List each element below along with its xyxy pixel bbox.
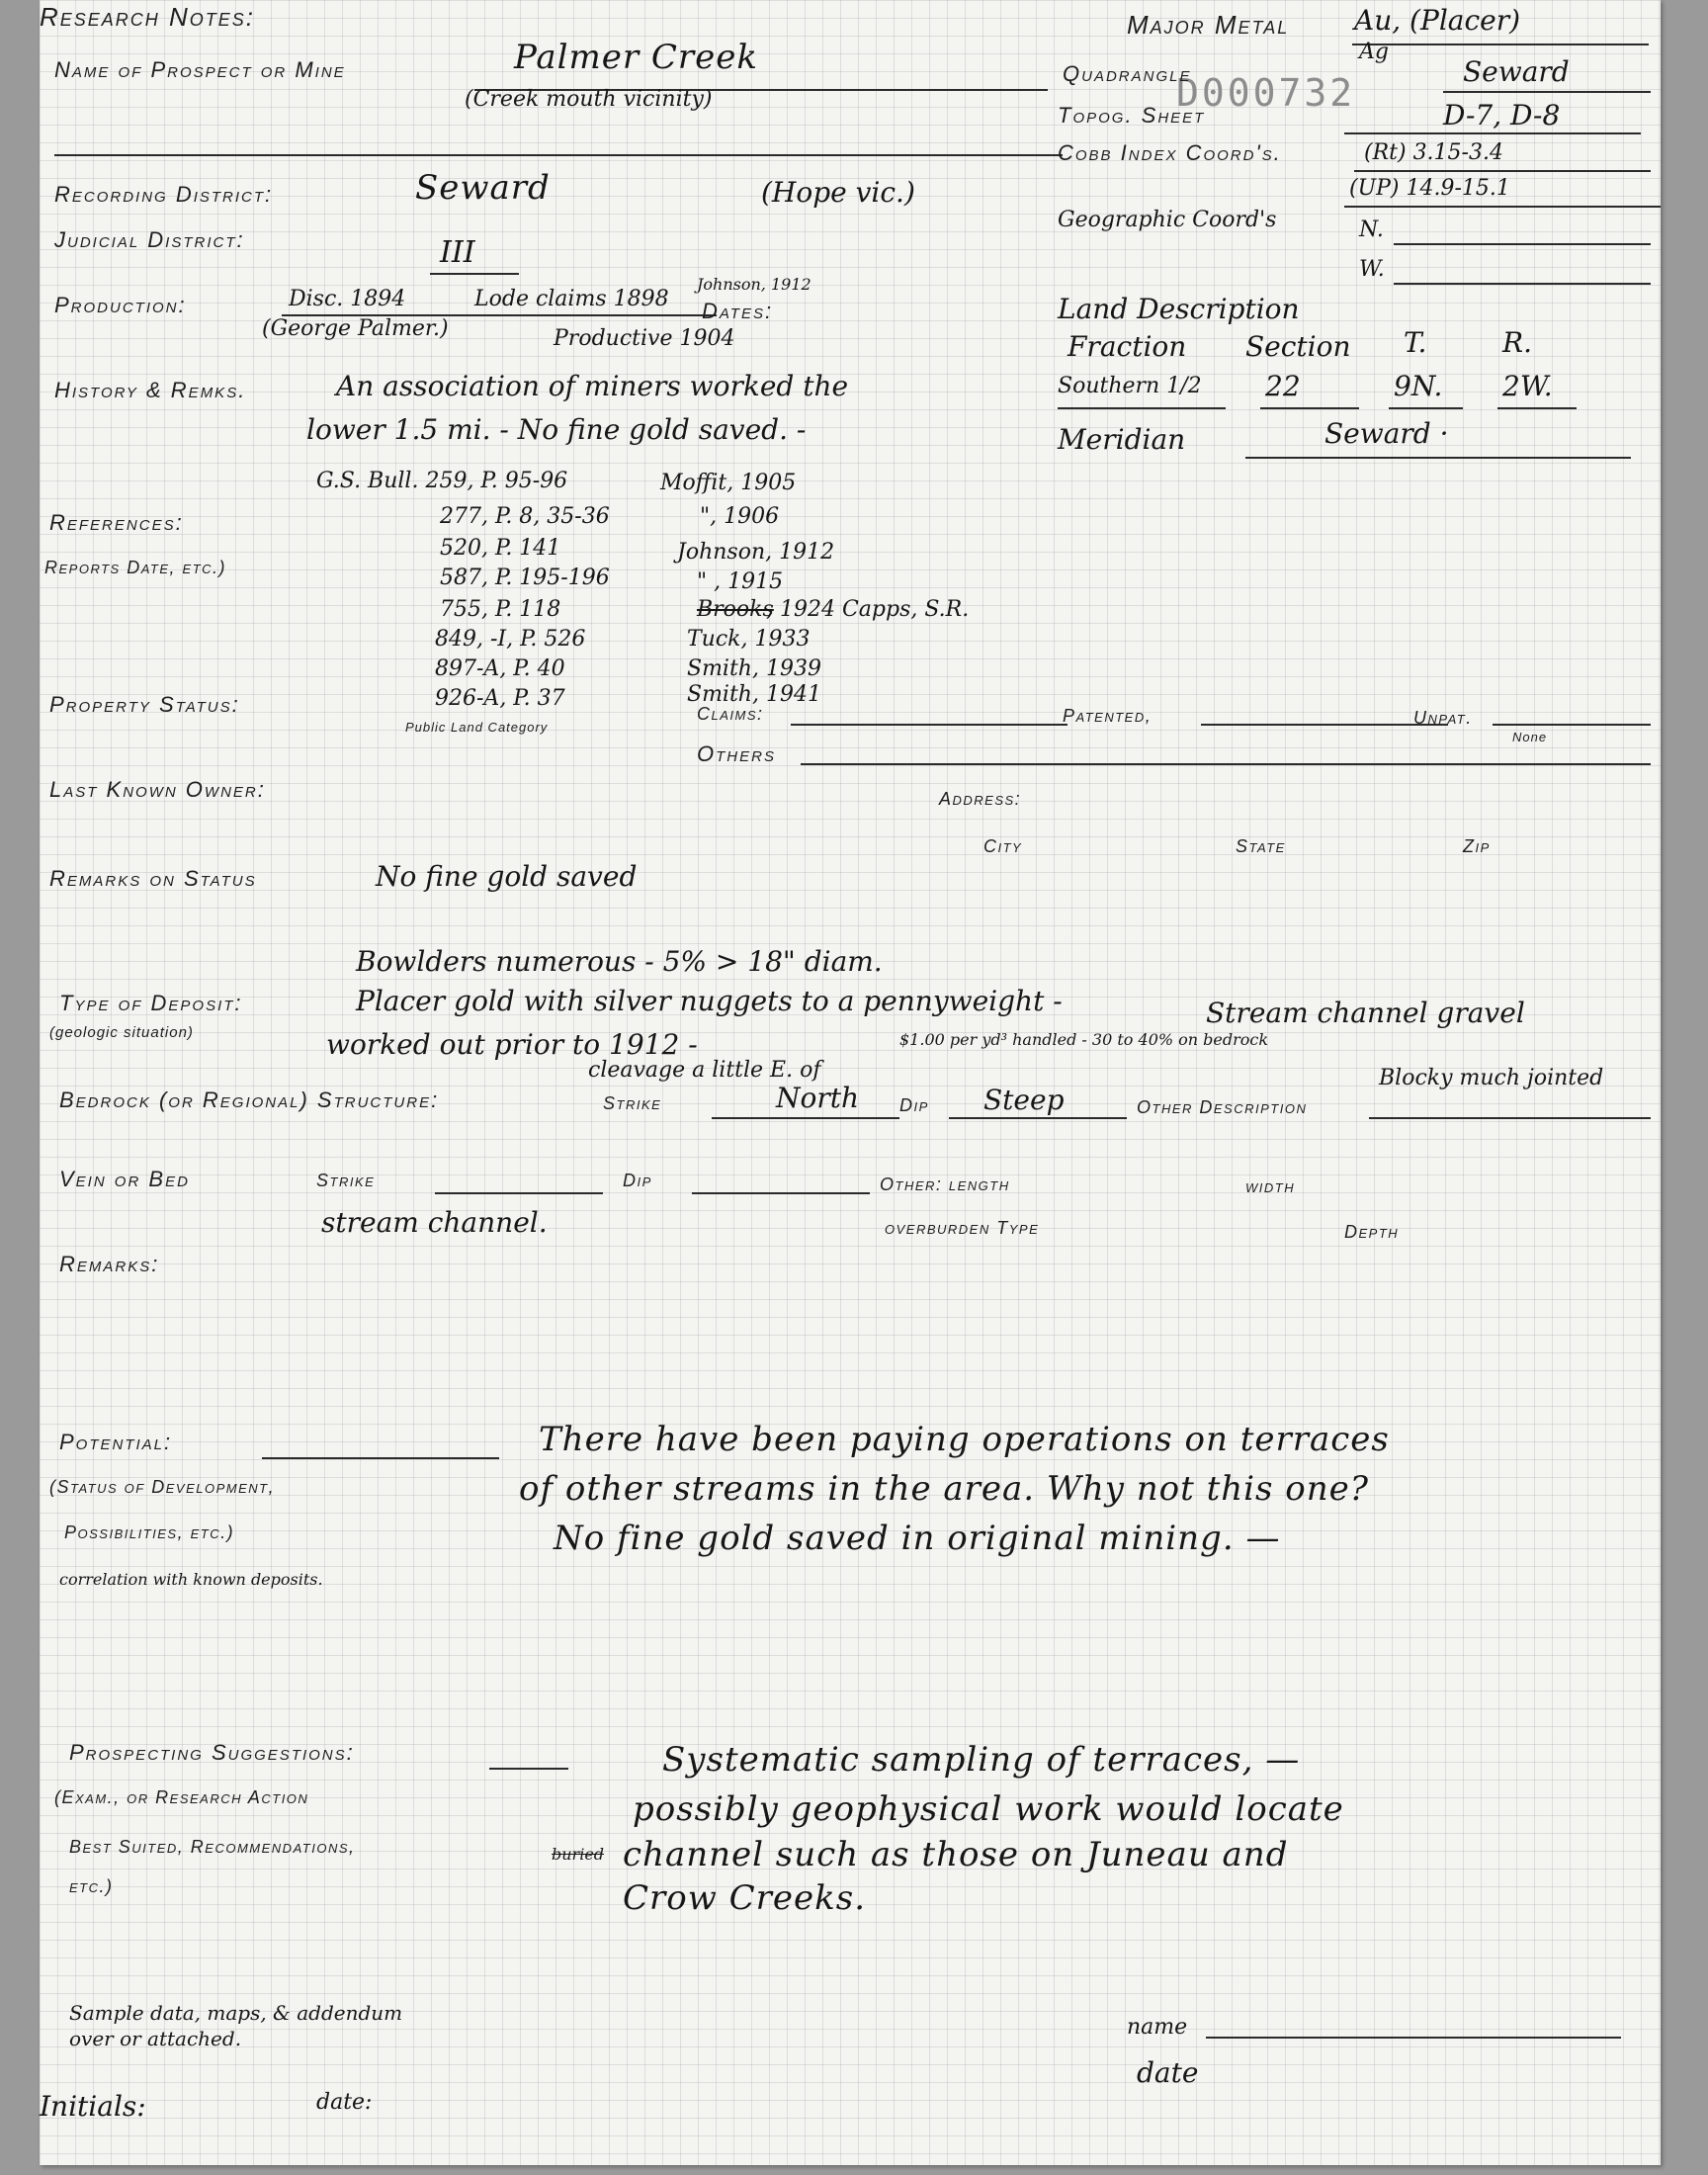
land-section: 22 xyxy=(1265,370,1301,402)
zip-label: Zip xyxy=(1463,836,1491,856)
geographic-n: N. xyxy=(1359,218,1384,242)
judicial-district-value: III xyxy=(440,235,475,270)
name-label: name xyxy=(1127,2015,1188,2040)
land-t-label: T. xyxy=(1404,326,1427,359)
date-right-label: date xyxy=(1137,2056,1199,2089)
prospecting-line-2: possibly geophysical work would locate xyxy=(633,1789,1344,1829)
reference-right-3: " , 1915 xyxy=(697,569,784,594)
deposit-line-1: Placer gold with silver nuggets to a pennyweight - xyxy=(356,985,1063,1017)
topog-sheet-value: D-7, D-8 xyxy=(1443,99,1561,131)
bedrock-dip-label: Dip xyxy=(899,1095,929,1115)
reference-left-3: 587, P. 195-196 xyxy=(440,566,610,590)
prospecting-sub-1: (Exam., or Research Action xyxy=(54,1787,309,1807)
deposit-line-2b: $1.00 per yd³ handled - 30 to 40% on bedrock xyxy=(899,1030,1269,1049)
type-of-deposit-label: Type of Deposit: xyxy=(59,991,243,1015)
sample-data-note-2: over or attached. xyxy=(69,2027,242,2050)
bedrock-label: Bedrock (or Regional) Structure: xyxy=(59,1088,440,1112)
reference-right-0: Moffit, 1905 xyxy=(660,471,797,495)
deposit-line-2: worked out prior to 1912 - xyxy=(326,1028,698,1061)
potential-line-1: There have been paying operations on terraces xyxy=(539,1420,1390,1459)
history-label: History & Remks. xyxy=(54,378,247,402)
reference-right-6: Smith, 1939 xyxy=(687,656,821,681)
vein-dip-label: Dip xyxy=(623,1171,652,1190)
references-label: References: xyxy=(49,510,184,535)
production-disc: Disc. 1894 xyxy=(289,287,406,311)
bedrock-strike-label: Strike xyxy=(603,1093,662,1113)
production-lode: Lode claims 1898 xyxy=(474,287,669,311)
reference-right-1: ", 1906 xyxy=(700,504,780,529)
reference-left-6: 897-A, P. 40 xyxy=(435,656,565,681)
dates-label: Dates: xyxy=(702,299,774,323)
unpatented-label: Unpat. xyxy=(1413,708,1473,728)
topog-sheet-label: Topog. Sheet xyxy=(1058,103,1206,128)
reference-right-7: Smith, 1941 xyxy=(687,682,821,707)
major-metal-value: Au, (Placer) xyxy=(1354,4,1521,37)
type-of-deposit-sublabel: (geologic situation) xyxy=(49,1024,194,1041)
reference-left-1: 277, P. 8, 35-36 xyxy=(440,504,610,529)
vein-width-label: width xyxy=(1245,1176,1296,1196)
land-t: 9N. xyxy=(1394,370,1443,402)
potential-sub-2: Possibilities, etc.) xyxy=(64,1522,235,1542)
land-r: 2W. xyxy=(1502,370,1553,402)
major-metal-label: Major Metal xyxy=(1127,10,1290,40)
land-description-title: Land Description xyxy=(1058,293,1300,325)
last-known-owner-label: Last Known Owner: xyxy=(49,777,266,802)
address-label: Address: xyxy=(939,789,1022,809)
bedrock-other-label: Other Description xyxy=(1137,1097,1308,1117)
prospect-detail: (Creek mouth vicinity) xyxy=(465,87,713,112)
document-number-stamp: D000732 xyxy=(1176,71,1356,115)
meridian-label: Meridian xyxy=(1058,423,1186,456)
land-section-label: Section xyxy=(1245,330,1351,363)
potential-line-3: No fine gold saved in original mining. — xyxy=(554,1519,1281,1558)
prospecting-sub-2: Best Suited, Recommendations, xyxy=(69,1837,356,1857)
bedrock-strike-value: North xyxy=(776,1082,860,1114)
potential-label: Potential: xyxy=(59,1430,173,1454)
cobb-index-label: Cobb Index Coord's. xyxy=(1058,140,1282,165)
remarks-label: Remarks: xyxy=(59,1252,160,1276)
prospecting-line-1: Systematic sampling of terraces, — xyxy=(662,1740,1301,1780)
remarks-on-status-value: No fine gold saved xyxy=(376,860,638,893)
potential-line-2: of other streams in the area. Why not this one? xyxy=(519,1469,1370,1509)
reference-capps: , 1924 Capps, S.R. xyxy=(766,597,970,622)
judicial-district-label: Judicial District: xyxy=(54,227,245,252)
geographic-label: Geographic Coord's xyxy=(1058,208,1277,232)
land-fraction-label: Fraction xyxy=(1068,330,1187,363)
form-sheet xyxy=(40,0,1661,2165)
vein-label: Vein or Bed xyxy=(59,1167,190,1191)
prospecting-label: Prospecting Suggestions: xyxy=(69,1740,355,1765)
production-label: Production: xyxy=(54,293,187,317)
cobb-index-up: (UP) 14.9-15.1 xyxy=(1349,176,1510,201)
cobb-index-rt: (Rt) 3.15-3.4 xyxy=(1364,140,1503,165)
bedrock-other-value: Blocky much jointed xyxy=(1379,1066,1604,1090)
reference-left-0: G.S. Bull. 259, P. 95-96 xyxy=(316,469,568,493)
research-notes-label: Research Notes: xyxy=(40,2,256,32)
prospect-name: Palmer Creek xyxy=(514,38,759,77)
land-fraction: Southern 1/2 xyxy=(1058,374,1202,398)
public-land-category-label: Public Land Category xyxy=(405,720,549,735)
prospecting-line-4: Crow Creeks. xyxy=(623,1878,867,1918)
bedrock-strike-note: cleavage a little E. of xyxy=(588,1058,821,1083)
claims-label: Claims: xyxy=(697,704,764,724)
bedrock-dip-value: Steep xyxy=(983,1084,1065,1116)
vein-other-label: Other: length xyxy=(880,1174,1010,1194)
reference-right-4: Brooks xyxy=(697,597,774,622)
vein-value: stream channel. xyxy=(321,1206,548,1239)
prospecting-line-3: channel such as those on Juneau and xyxy=(623,1835,1289,1874)
patented-label: Patented, xyxy=(1063,706,1153,726)
production-productive: Productive 1904 xyxy=(554,326,735,351)
city-label: City xyxy=(983,836,1023,856)
reference-left-5: 849, -I, P. 526 xyxy=(435,627,586,652)
overburden-label: overburden Type xyxy=(885,1218,1040,1238)
property-status-label: Property Status: xyxy=(49,692,240,717)
reference-right-2: Johnson, 1912 xyxy=(677,540,835,565)
quadrangle-label: Quadrangle xyxy=(1063,61,1192,86)
references-sublabel: Reports Date, etc.) xyxy=(44,558,227,577)
deposit-line-1b: Stream channel gravel xyxy=(1206,997,1525,1029)
land-r-label: R. xyxy=(1502,326,1532,359)
potential-sub-1: (Status of Development, xyxy=(49,1477,276,1497)
meridian-value: Seward · xyxy=(1324,417,1449,450)
potential-sub-3: correlation with known deposits. xyxy=(59,1570,323,1589)
recording-district-label: Recording District: xyxy=(54,182,274,207)
production-johnson: Johnson, 1912 xyxy=(697,275,811,294)
state-label: State xyxy=(1236,836,1286,856)
recording-district-note: (Hope vic.) xyxy=(761,176,915,209)
deposit-line-0: Bowlders numerous - 5% > 18" diam. xyxy=(356,945,883,978)
history-line-2: lower 1.5 mi. - No fine gold saved. - xyxy=(306,413,807,446)
reference-left-2: 520, P. 141 xyxy=(440,536,561,561)
geographic-w: W. xyxy=(1359,257,1385,282)
date-left-label: date: xyxy=(316,2090,373,2115)
depth-label: Depth xyxy=(1344,1222,1400,1242)
prospect-label: Name of Prospect or Mine xyxy=(54,57,346,82)
recording-district-value: Seward xyxy=(415,168,551,208)
history-line-1: An association of miners worked the xyxy=(336,370,849,402)
others-label: Others xyxy=(697,741,776,766)
major-metal-sub: Ag xyxy=(1359,40,1389,64)
unpatented-value: None xyxy=(1512,730,1548,744)
sample-data-note: Sample data, maps, & addendum xyxy=(69,2001,403,2025)
reference-left-7: 926-A, P. 37 xyxy=(435,686,565,711)
vein-strike-label: Strike xyxy=(316,1171,376,1190)
production-george: (George Palmer.) xyxy=(262,316,449,341)
prospecting-sub-3: etc.) xyxy=(69,1876,114,1896)
quadrangle-value: Seward xyxy=(1463,55,1570,88)
initials-label: Initials: xyxy=(40,2090,146,2123)
reference-right-5: Tuck, 1933 xyxy=(687,627,811,652)
reference-left-4: 755, P. 118 xyxy=(440,597,561,622)
prospecting-buried: buried xyxy=(552,1845,605,1864)
remarks-on-status-label: Remarks on Status xyxy=(49,866,257,891)
